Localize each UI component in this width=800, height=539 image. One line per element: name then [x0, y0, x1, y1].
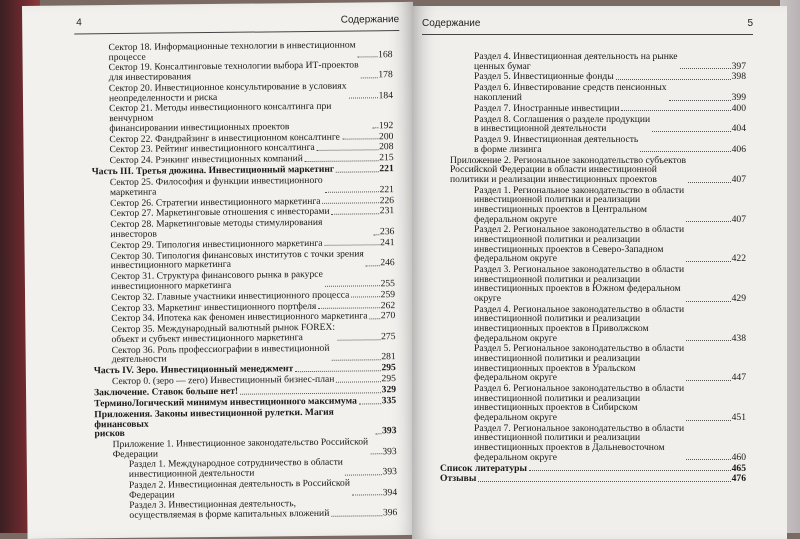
leader-dots [352, 494, 382, 495]
toc-entry-page: 241 [380, 236, 395, 249]
toc-entry-title: Раздел 8. Соглашения о разделе продукции в инвестиционной деятельности [474, 113, 651, 135]
leader-dots [686, 459, 731, 460]
toc-entry-title: Часть IV. Зеро. Инвестиционный менеджмент [93, 363, 294, 377]
toc-entry-title: Сектор 33. Маркетинг инвестиционного портфеля [111, 300, 317, 314]
toc-entry-title: Раздел 7. Региональное законодательство в области инвестиционной политики и реализации инвестиционных проектов в Дальневосточном федеральном округе [474, 422, 685, 463]
toc-entry-page: 236 [379, 226, 395, 238]
toc-entry [440, 424, 746, 462]
toc-entry [91, 61, 393, 83]
toc-entry [94, 407, 396, 439]
toc-entry-page: 396 [382, 507, 398, 519]
toc-entry-page: 407 [731, 173, 746, 185]
toc-entry [92, 175, 394, 197]
toc-entry-title: Сектор 32. Главные участники инвестиционного процесса [110, 289, 350, 303]
toc-entry-title: Раздел 7. Иностранные инвестиции [474, 102, 620, 114]
toc-entry [440, 384, 746, 422]
toc-entry [440, 225, 746, 263]
leader-dots [359, 403, 381, 404]
toc-entry-page: 407 [731, 213, 746, 225]
toc-entry-page: 226 [379, 194, 395, 206]
toc-entry [440, 156, 746, 185]
toc-entry-page: 476 [731, 473, 746, 485]
toc-entry [91, 81, 393, 103]
leader-dots [686, 380, 731, 381]
toc-entry-page: 399 [731, 91, 746, 103]
toc-entry [94, 343, 396, 365]
leader-dots [680, 68, 731, 69]
leader-dots [325, 245, 380, 247]
toc-entry [440, 265, 746, 303]
toc-entry [95, 437, 397, 459]
leader-dots [342, 138, 378, 139]
toc-entry-title: Раздел 5. Инвестиционные фонды [474, 71, 614, 83]
toc-entry-title: Раздел 3. Инвестиционная деятельность, осуществляемая в форме капитальных вложений [129, 498, 330, 521]
toc-entry-title: Раздел 1. Региональное законодательство в области инвестиционной политики и реализации инвестиционных проектов в Центральном федеральном округе [474, 184, 685, 225]
toc-entry-title: Раздел 5. Региональное законодательство в области инвестиционной политики и реализации инвестиционных проектов в Уральском федеральном округе [474, 343, 685, 384]
toc-entry [95, 499, 397, 521]
toc-entry-page: 295 [381, 362, 396, 374]
toc-entry-title: Раздел 4. Региональное законодательство в области инвестиционной политики и реализации инвестиционных проектов в Приволжском федеральном округе [474, 303, 685, 344]
toc-entry-page: 400 [731, 102, 746, 114]
leader-dots [317, 149, 378, 151]
toc-entry-title: Сектор 23. Рейтинг инвестиционного консалтинга [109, 142, 315, 156]
toc-entry [440, 72, 746, 82]
toc-entry-page: 335 [381, 395, 397, 407]
leader-dots [345, 474, 382, 475]
leader-dots [336, 381, 380, 382]
toc-entry-page: 393 [382, 425, 397, 437]
toc-entry [440, 52, 746, 71]
toc-entry-page: 394 [382, 486, 398, 498]
leader-dots [652, 131, 730, 132]
toc-entry [440, 474, 746, 484]
leader-dots [361, 77, 378, 78]
toc-entry-page: 255 [380, 277, 395, 290]
toc-entry-page: 246 [380, 257, 395, 269]
toc-entry-page: 192 [378, 119, 394, 131]
leader-dots [240, 392, 381, 394]
toc-entry-title: Сектор 31. Структура финансового рынка в ракурсе инвестиционного маркетинга [110, 269, 323, 292]
toc-entry [93, 249, 395, 271]
toc-entry-title: Сектор 29. Типология инвестиционного маркетинга [110, 237, 323, 251]
toc-entry-title: Сектор 24. Рэнкинг инвестиционных компаний [109, 153, 303, 167]
toc-entry [93, 269, 395, 291]
toc-entry-title: Отзывы [440, 473, 477, 485]
page-number: 5 [747, 18, 753, 29]
toc-entry-page: 178 [378, 69, 393, 81]
toc-entry-title: Раздел 9. Инвестиционная деятельность в форме лизинга [474, 134, 639, 155]
leader-dots [686, 221, 731, 222]
toc-entry-page: 404 [731, 123, 746, 135]
leader-dots [336, 171, 378, 172]
toc-entry-page: 398 [731, 71, 746, 83]
toc-entry-title: Сектор 21. Методы инвестиционного консалтинга при венчурном финансировании инвестиционных проектов [109, 101, 332, 134]
toc-entry [440, 104, 746, 114]
toc-entry-title: Заключение. Ставок больше нет! [93, 385, 239, 399]
running-header: Содержание [422, 18, 481, 29]
toc-entry-title: Сектор 30. Типология финансовых институтов с точки зрения инвестиционного маркетинга [110, 248, 364, 272]
toc-entry-title: Сектор 35. Международный валютный рынок FOREX: объект и субъект инвестиционного маркетинга [111, 322, 336, 346]
toc-entry [440, 135, 746, 154]
toc-entry-page: 447 [731, 372, 746, 384]
toc-entry-title: Раздел 1. Международное сотрудничество в области инвестиционной деятельности [128, 457, 343, 480]
right-page [412, 6, 787, 539]
toc-entry-page: 184 [378, 89, 394, 101]
toc-entry-title: Приложения. Законы инвестиционной рулетки. Магия финансовых рисков [94, 406, 334, 440]
leader-dots [373, 234, 379, 235]
leader-dots [529, 470, 731, 471]
toc-entry [95, 478, 397, 500]
leader-dots [372, 128, 378, 129]
header-rule [74, 30, 399, 34]
toc-entry [440, 186, 746, 224]
leader-dots [370, 318, 380, 319]
toc-entry-title: Сектор 19. Консалтинговые технологии выбора ИТ-проектов для инвестирования [108, 59, 359, 84]
leader-dots [669, 100, 731, 101]
leader-dots [332, 359, 381, 361]
leader-dots [331, 515, 382, 517]
toc-entry-page: 215 [379, 152, 394, 164]
leader-dots [325, 192, 379, 194]
toc-entry-title: Раздел 6. Региональное законодательство в области инвестиционной политики и реализации инвестиционных проектов в Сибирском федеральном округе [474, 383, 685, 423]
leader-dots [351, 297, 379, 298]
toc-entry-page: 168 [378, 48, 393, 60]
toc-entry-title: Раздел 2. Инвестиционная деятельность в Российской Федерации [128, 477, 350, 501]
leader-dots [332, 213, 379, 214]
toc-entry-page: 393 [382, 466, 397, 478]
toc-entry-title: Сектор 22. Фандрайзинг в инвестиционном консалтинге [109, 131, 340, 145]
leader-dots [370, 453, 381, 454]
toc-entry-page: 275 [381, 331, 396, 343]
toc-entry-page: 221 [379, 163, 394, 175]
toc-entry-page: 329 [381, 384, 397, 396]
toc-entry-page: 221 [379, 183, 394, 195]
toc-entry-title: Сектор 25. Философия и функции инвестиционного маркетинга [109, 174, 323, 198]
leader-dots [325, 286, 380, 288]
toc-entry-page: 270 [380, 310, 396, 322]
leader-dots [686, 340, 731, 341]
toc-entry-page: 281 [381, 351, 396, 363]
leader-dots [375, 433, 381, 434]
toc-entry-page: 438 [731, 332, 746, 344]
toc-entry-title: Раздел 2. Региональное законодательство в области инвестиционной политики и реализации инвестиционных проектов в Северо-Западном федеральном округе [474, 224, 685, 265]
toc-entry-title: Сектор 34. Ипотека как феномен инвестиционного маркетинга [111, 310, 368, 325]
toc-entry [440, 464, 746, 474]
toc-entry-page: 422 [731, 253, 746, 265]
leader-dots [337, 339, 380, 340]
toc-entry-page: 429 [731, 292, 746, 304]
toc-entry-title: Сектор 18. Информационные технологии в инвестиционном процессе [108, 39, 356, 63]
left-page [22, 2, 419, 539]
leader-dots [688, 182, 731, 183]
toc-entry-page: 465 [731, 462, 746, 474]
toc-entry [91, 102, 393, 134]
leader-dots [318, 307, 379, 309]
toc-entry [440, 344, 746, 382]
toc-entry-page: 262 [380, 299, 396, 311]
leader-dots [366, 265, 379, 266]
toc-entry-page: 397 [731, 60, 746, 72]
leader-dots [686, 301, 731, 302]
toc-entry [93, 322, 395, 344]
running-header: Содержание [340, 14, 400, 26]
toc-entry-title: Сектор 36. Роль профессиографии в инвестиционной деятельности [111, 342, 330, 366]
toc-entry-title: Раздел 4. Инвестиционная деятельность на рынке ценных бумаг [474, 51, 678, 72]
toc-entry-page: 259 [380, 288, 396, 300]
page-number: 4 [76, 17, 82, 29]
leader-dots [305, 160, 378, 162]
leader-dots [686, 261, 731, 262]
leader-dots [349, 97, 378, 98]
toc-entry-page: 295 [381, 373, 396, 385]
toc-entry [92, 217, 394, 239]
toc-entry-title: Приложение 2. Региональное законодательство субъектов Российской Федерации в области инвестиционной политики и реализации инвестиционных проектов [450, 154, 687, 185]
leader-dots [640, 151, 730, 152]
toc-entry-page: 451 [731, 411, 746, 423]
toc-entry-page: 406 [731, 143, 746, 155]
toc-entry-page: 200 [378, 130, 394, 142]
toc-entry [440, 305, 746, 343]
toc-entry-title: Сектор 0. (зеро — zero) Инвестиционный бизнес-план [111, 373, 335, 388]
header-rule [422, 34, 753, 35]
leader-dots [295, 370, 380, 372]
leader-dots [686, 420, 731, 421]
toc-list [90, 40, 397, 522]
toc-entry [440, 83, 746, 102]
toc-entry-title: ТерминоЛогический минимум инвестиционного максимума [94, 395, 357, 410]
toc-entry-page: 460 [731, 451, 746, 463]
leader-dots [616, 79, 731, 80]
toc-entry-title: Раздел 6. Инвестирование средств пенсионных накоплений [474, 82, 667, 103]
toc-entry-page: 231 [379, 205, 395, 217]
toc-entry-title: Приложение 1. Инвестиционное законодательство Российской Федерации [112, 436, 369, 460]
toc-entry-page: 393 [382, 445, 397, 457]
toc-list [440, 52, 746, 485]
leader-dots [358, 56, 378, 57]
toc-entry-title: Сектор 28. Маркетинговые методы стимулирования инвесторов [110, 217, 323, 241]
toc-entry-title: Сектор 27. Маркетинговые отношения с инвесторами [110, 206, 330, 220]
leader-dots [621, 110, 730, 111]
toc-entry [95, 458, 397, 480]
leader-dots [478, 481, 730, 482]
toc-entry [440, 115, 746, 134]
toc-entry-title: Раздел 3. Региональное законодательство в области инвестиционной политики и реализации инвестиционных проектов в Южном федеральном округе [474, 264, 685, 304]
toc-entry-title: Сектор 26. Стратегии инвестиционного маркетинга [110, 195, 321, 209]
leader-dots [323, 202, 379, 204]
toc-entry-title: Список литературы [440, 462, 527, 474]
toc-entry-title: Часть III. Третья дюжина. Инвестиционный маркетинг [91, 163, 335, 178]
toc-entry-page: 208 [379, 141, 394, 153]
toc-entry-title: Сектор 20. Инвестиционное консультирование в условиях неопределенности и риска [108, 80, 347, 104]
